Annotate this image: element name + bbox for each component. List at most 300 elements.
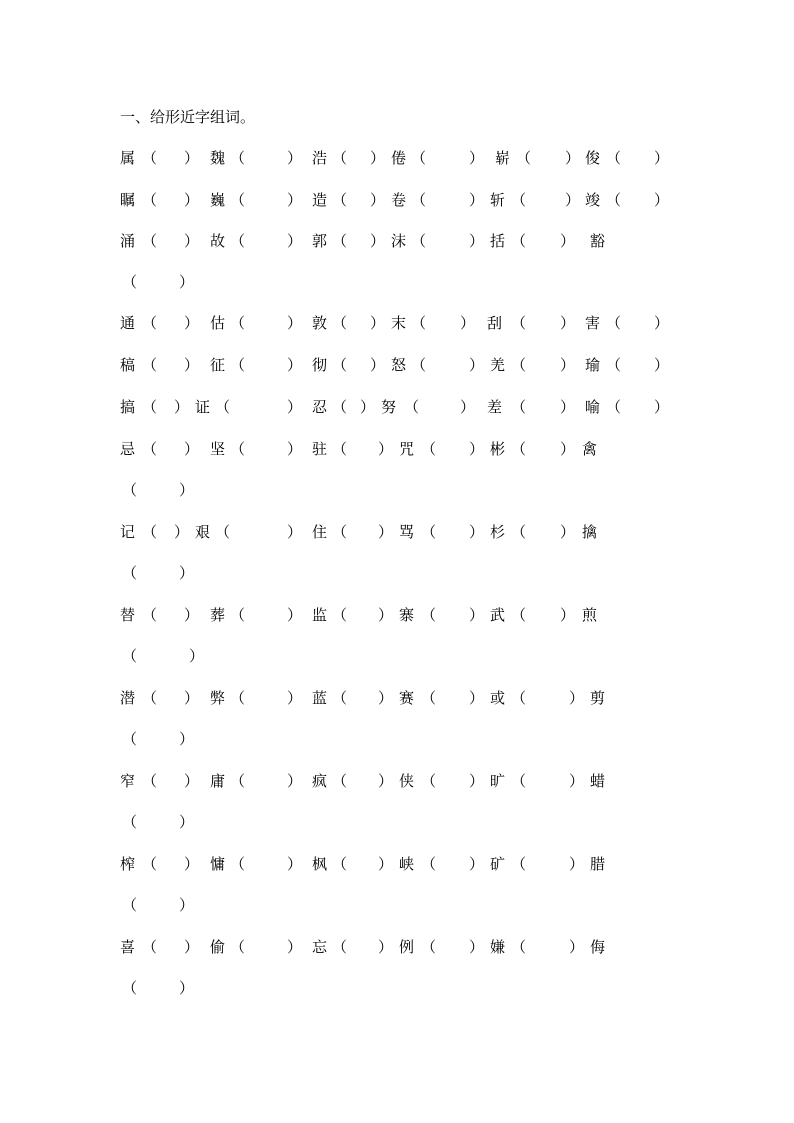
target-character: 沫 — [391, 232, 407, 250]
answer-blank-close-paren: ） — [460, 398, 476, 416]
answer-blank-close-paren: ） — [469, 356, 485, 374]
target-character: 稿 — [120, 356, 136, 374]
answer-blank-close-paren: ） — [184, 149, 200, 167]
answer-blank-close-paren: ） — [469, 606, 485, 624]
answer-blank[interactable] — [527, 230, 562, 252]
answer-blank[interactable] — [527, 853, 571, 875]
answer-blank-open-paren: （ — [332, 938, 348, 956]
answer-blank-open-paren: （ — [142, 232, 158, 250]
answer-blank[interactable] — [246, 230, 289, 252]
answer-blank[interactable] — [437, 604, 471, 626]
answer-blank[interactable] — [527, 438, 562, 460]
answer-blank-open-paren: （ — [421, 523, 437, 541]
answer-blank-open-paren: （ — [142, 191, 158, 209]
answer-blank-open-paren: （ — [511, 232, 527, 250]
answer-blank-close-paren: ） — [287, 191, 303, 209]
answer-blank-close-paren: ） — [370, 356, 386, 374]
target-character: 疯 — [312, 772, 328, 790]
answer-blank-close-paren: ） — [654, 191, 670, 209]
answer-blank[interactable] — [138, 479, 181, 501]
target-character: 擒 — [582, 523, 598, 541]
answer-blank-close-paren: ） — [560, 440, 576, 458]
answer-blank[interactable] — [231, 521, 289, 543]
target-character: 例 — [399, 938, 415, 956]
answer-blank-open-paren: （ — [122, 730, 138, 748]
answer-blank-open-paren: （ — [511, 523, 527, 541]
answer-blank-open-paren: （ — [332, 855, 348, 873]
answer-blank-open-paren: （ — [606, 314, 622, 332]
answer-blank[interactable] — [348, 853, 380, 875]
answer-blank[interactable] — [246, 312, 289, 334]
answer-blank[interactable] — [138, 811, 181, 833]
answer-blank[interactable] — [138, 977, 181, 999]
answer-blank-open-paren: （ — [511, 398, 527, 416]
answer-blank-open-paren: （ — [230, 772, 246, 790]
target-character: 赛 — [399, 689, 415, 707]
answer-blank-open-paren: （ — [332, 314, 348, 332]
answer-blank-open-paren: （ — [332, 772, 348, 790]
answer-blank-open-paren: （ — [411, 149, 427, 167]
answer-blank-close-paren: ） — [287, 855, 303, 873]
answer-blank[interactable] — [246, 687, 289, 709]
target-character: 卷 — [391, 191, 407, 209]
answer-blank[interactable] — [527, 687, 571, 709]
answer-blank-open-paren: （ — [230, 440, 246, 458]
answer-blank[interactable] — [527, 354, 562, 376]
answer-blank-open-paren: （ — [122, 813, 138, 831]
answer-blank-open-paren: （ — [230, 149, 246, 167]
answer-blank[interactable] — [138, 645, 191, 667]
target-character: 慵 — [210, 855, 226, 873]
answer-blank-open-paren: （ — [142, 855, 158, 873]
target-character: 剪 — [590, 689, 606, 707]
target-character: 属 — [120, 149, 136, 167]
answer-blank-open-paren: （ — [421, 606, 437, 624]
answer-blank-open-paren: （ — [332, 191, 348, 209]
answer-blank[interactable] — [246, 770, 289, 792]
answer-blank-open-paren: （ — [606, 356, 622, 374]
answer-blank[interactable] — [527, 396, 562, 418]
target-character: 末 — [391, 314, 407, 332]
answer-blank[interactable] — [527, 521, 562, 543]
answer-blank-close-paren: ） — [378, 938, 394, 956]
target-character: 羌 — [490, 356, 506, 374]
answer-blank-close-paren: ） — [654, 314, 670, 332]
answer-blank[interactable] — [437, 853, 471, 875]
answer-blank[interactable] — [158, 770, 186, 792]
answer-blank-open-paren: （ — [230, 938, 246, 956]
answer-blank[interactable] — [437, 521, 471, 543]
answer-blank[interactable] — [427, 147, 471, 169]
target-character: 坚 — [210, 440, 226, 458]
answer-blank-close-paren: ） — [569, 938, 585, 956]
target-character: 替 — [120, 606, 136, 624]
answer-blank[interactable] — [158, 687, 186, 709]
answer-blank[interactable] — [138, 728, 181, 750]
answer-blank-close-paren: ） — [378, 772, 394, 790]
answer-blank-close-paren: ） — [469, 149, 485, 167]
target-character: 蓝 — [312, 689, 328, 707]
answer-blank-open-paren: （ — [230, 191, 246, 209]
answer-blank-close-paren: ） — [174, 523, 190, 541]
answer-blank-close-paren: ） — [378, 606, 394, 624]
answer-blank-close-paren: ） — [179, 730, 195, 748]
answer-blank-close-paren: ） — [469, 689, 485, 707]
answer-blank-close-paren: ） — [654, 356, 670, 374]
target-character: 蜡 — [590, 772, 606, 790]
answer-blank-close-paren: ） — [287, 523, 303, 541]
target-character: 榨 — [120, 855, 136, 873]
answer-blank-close-paren: ） — [179, 979, 195, 997]
answer-blank-open-paren: （ — [421, 855, 437, 873]
answer-blank[interactable] — [622, 354, 656, 376]
target-character: 峡 — [399, 855, 415, 873]
target-character: 浩 — [312, 149, 328, 167]
answer-blank-close-paren: ） — [179, 813, 195, 831]
answer-blank[interactable] — [348, 147, 372, 169]
answer-blank-open-paren: （ — [411, 314, 427, 332]
answer-blank[interactable] — [158, 189, 186, 211]
answer-blank[interactable] — [158, 312, 186, 334]
answer-blank-open-paren: （ — [142, 772, 158, 790]
answer-blank-open-paren: （ — [411, 356, 427, 374]
answer-blank-close-paren: ） — [654, 398, 670, 416]
target-character: 括 — [490, 232, 506, 250]
answer-blank-open-paren: （ — [122, 481, 138, 499]
target-character: 郭 — [312, 232, 328, 250]
target-character: 害 — [585, 314, 601, 332]
answer-blank-open-paren: （ — [332, 523, 348, 541]
target-character: 窄 — [120, 772, 136, 790]
target-character: 魏 — [210, 149, 226, 167]
answer-blank[interactable] — [527, 936, 571, 958]
answer-blank[interactable] — [622, 312, 656, 334]
answer-blank-close-paren: ） — [179, 896, 195, 914]
answer-blank-close-paren: ） — [469, 855, 485, 873]
answer-blank-close-paren: ） — [179, 273, 195, 291]
answer-blank-open-paren: （ — [142, 689, 158, 707]
answer-blank[interactable] — [158, 936, 186, 958]
answer-blank-close-paren: ） — [560, 523, 576, 541]
answer-blank[interactable] — [158, 853, 186, 875]
answer-blank-open-paren: （ — [332, 606, 348, 624]
answer-blank-close-paren: ） — [560, 398, 576, 416]
target-character: 枫 — [312, 855, 328, 873]
target-character: 腊 — [590, 855, 606, 873]
answer-blank[interactable] — [420, 396, 462, 418]
answer-blank[interactable] — [427, 230, 471, 252]
answer-blank[interactable] — [138, 271, 181, 293]
answer-blank[interactable] — [622, 147, 656, 169]
answer-blank[interactable] — [348, 936, 380, 958]
answer-blank-open-paren: （ — [511, 938, 527, 956]
answer-blank-close-paren: ） — [469, 440, 485, 458]
answer-blank[interactable] — [348, 189, 372, 211]
target-character: 搞 — [120, 398, 136, 416]
answer-blank-open-paren: （ — [142, 440, 158, 458]
target-character: 嫌 — [490, 938, 506, 956]
answer-blank-close-paren: ） — [378, 440, 394, 458]
answer-blank-close-paren: ） — [174, 398, 190, 416]
answer-blank-close-paren: ） — [189, 647, 205, 665]
answer-blank-close-paren: ） — [460, 314, 476, 332]
answer-blank-close-paren: ） — [179, 481, 195, 499]
answer-blank[interactable] — [158, 354, 186, 376]
answer-blank[interactable] — [532, 147, 567, 169]
answer-blank[interactable] — [246, 147, 289, 169]
answer-blank-close-paren: ） — [287, 689, 303, 707]
answer-blank-close-paren: ） — [287, 149, 303, 167]
answer-blank-open-paren: （ — [142, 149, 158, 167]
answer-blank-open-paren: （ — [511, 191, 527, 209]
answer-blank-close-paren: ） — [184, 314, 200, 332]
answer-blank-close-paren: ） — [469, 523, 485, 541]
answer-blank-open-paren: （ — [421, 440, 437, 458]
answer-blank-open-paren: （ — [511, 314, 527, 332]
answer-blank[interactable] — [246, 936, 289, 958]
answer-blank-open-paren: （ — [122, 564, 138, 582]
answer-blank-close-paren: ） — [569, 772, 585, 790]
answer-blank-open-paren: （ — [230, 689, 246, 707]
answer-blank-open-paren: （ — [606, 149, 622, 167]
target-character: 忌 — [120, 440, 136, 458]
target-character: 斩 — [490, 191, 506, 209]
answer-blank-open-paren: （ — [142, 356, 158, 374]
target-character: 差 — [487, 398, 503, 416]
answer-blank[interactable] — [246, 189, 289, 211]
answer-blank[interactable] — [437, 770, 471, 792]
target-character: 禽 — [582, 440, 598, 458]
answer-blank-open-paren: （ — [122, 979, 138, 997]
answer-blank-open-paren: （ — [332, 149, 348, 167]
target-character: 征 — [210, 356, 226, 374]
target-character: 煎 — [582, 606, 598, 624]
answer-blank-close-paren: ） — [370, 191, 386, 209]
answer-blank[interactable] — [246, 853, 289, 875]
answer-blank-close-paren: ） — [287, 440, 303, 458]
answer-blank-close-paren: ） — [560, 314, 576, 332]
answer-blank-close-paren: ） — [287, 606, 303, 624]
answer-blank[interactable] — [348, 354, 372, 376]
answer-blank-open-paren: （ — [421, 938, 437, 956]
target-character: 努 — [381, 398, 397, 416]
answer-blank[interactable] — [437, 687, 471, 709]
target-character: 崭 — [495, 149, 511, 167]
target-character: 彻 — [312, 356, 328, 374]
target-character: 瑜 — [585, 356, 601, 374]
answer-blank-close-paren: ） — [184, 772, 200, 790]
target-character: 故 — [210, 232, 226, 250]
target-character: 潜 — [120, 689, 136, 707]
answer-blank[interactable] — [158, 604, 186, 626]
answer-blank-open-paren: （ — [230, 855, 246, 873]
answer-blank-open-paren: （ — [511, 855, 527, 873]
target-character: 旷 — [490, 772, 506, 790]
answer-blank[interactable] — [348, 687, 380, 709]
answer-blank[interactable] — [158, 230, 186, 252]
answer-blank[interactable] — [246, 354, 289, 376]
answer-blank-close-paren: ） — [287, 398, 303, 416]
answer-blank-close-paren: ） — [287, 314, 303, 332]
answer-blank-open-paren: （ — [511, 440, 527, 458]
answer-blank-close-paren: ） — [184, 606, 200, 624]
answer-blank-open-paren: （ — [606, 398, 622, 416]
answer-blank[interactable] — [348, 770, 380, 792]
answer-blank[interactable] — [158, 438, 186, 460]
answer-blank[interactable] — [527, 189, 567, 211]
answer-blank[interactable] — [527, 312, 562, 334]
answer-blank[interactable] — [348, 230, 372, 252]
target-character: 竣 — [585, 191, 601, 209]
answer-blank-close-paren: ） — [560, 356, 576, 374]
target-character: 武 — [490, 606, 506, 624]
answer-blank-open-paren: （ — [230, 606, 246, 624]
target-character: 通 — [120, 314, 136, 332]
target-character: 侠 — [399, 772, 415, 790]
answer-blank-close-paren: ） — [179, 564, 195, 582]
target-character: 侮 — [590, 938, 606, 956]
target-character: 倦 — [391, 149, 407, 167]
answer-blank[interactable] — [527, 770, 571, 792]
answer-blank[interactable] — [348, 438, 380, 460]
target-character: 喜 — [120, 938, 136, 956]
target-character: 咒 — [399, 440, 415, 458]
answer-blank-close-paren: ） — [370, 232, 386, 250]
answer-blank[interactable] — [348, 521, 380, 543]
answer-blank-close-paren: ） — [560, 606, 576, 624]
answer-blank-open-paren: （ — [215, 398, 231, 416]
answer-blank-open-paren: （ — [142, 938, 158, 956]
target-character: 涌 — [120, 232, 136, 250]
answer-blank[interactable] — [427, 312, 462, 334]
target-character: 俊 — [585, 149, 601, 167]
answer-blank-close-paren: ） — [184, 440, 200, 458]
answer-blank-open-paren: （ — [142, 314, 158, 332]
section-title: 一、给形近字组词。 — [120, 108, 256, 126]
answer-blank-close-paren: ） — [569, 689, 585, 707]
answer-blank[interactable] — [427, 189, 471, 211]
target-character: 忍 — [312, 398, 328, 416]
answer-blank[interactable] — [348, 604, 380, 626]
answer-blank-open-paren: （ — [332, 440, 348, 458]
answer-blank-open-paren: （ — [511, 772, 527, 790]
target-character: 寨 — [399, 606, 415, 624]
answer-blank-close-paren: ） — [184, 689, 200, 707]
target-character: 怒 — [391, 356, 407, 374]
answer-blank-close-paren: ） — [469, 191, 485, 209]
target-character: 骂 — [399, 523, 415, 541]
answer-blank-open-paren: （ — [411, 232, 427, 250]
answer-blank-close-paren: ） — [287, 232, 303, 250]
answer-blank-open-paren: （ — [516, 149, 532, 167]
answer-blank-close-paren: ） — [184, 356, 200, 374]
answer-blank-open-paren: （ — [411, 191, 427, 209]
target-character: 豁 — [590, 232, 606, 250]
target-character: 住 — [312, 523, 328, 541]
answer-blank-close-paren: ） — [184, 232, 200, 250]
answer-blank-open-paren: （ — [404, 398, 420, 416]
answer-blank-close-paren: ） — [184, 191, 200, 209]
answer-blank-close-paren: ） — [560, 232, 576, 250]
answer-blank[interactable] — [437, 936, 471, 958]
answer-blank[interactable] — [622, 189, 656, 211]
target-character: 喻 — [585, 398, 601, 416]
answer-blank[interactable] — [246, 438, 289, 460]
answer-blank-open-paren: （ — [230, 232, 246, 250]
target-character: 刮 — [487, 314, 503, 332]
answer-blank-open-paren: （ — [122, 273, 138, 291]
target-character: 偷 — [210, 938, 226, 956]
answer-blank-close-paren: ） — [378, 855, 394, 873]
answer-blank-open-paren: （ — [511, 606, 527, 624]
target-character: 艰 — [195, 523, 211, 541]
answer-blank[interactable] — [246, 604, 289, 626]
answer-blank[interactable] — [231, 396, 289, 418]
answer-blank-open-paren: （ — [332, 232, 348, 250]
target-character: 造 — [312, 191, 328, 209]
answer-blank[interactable] — [427, 354, 471, 376]
answer-blank-close-paren: ） — [469, 772, 485, 790]
answer-blank[interactable] — [138, 562, 181, 584]
target-character: 估 — [210, 314, 226, 332]
answer-blank-close-paren: ） — [469, 232, 485, 250]
answer-blank[interactable] — [348, 312, 372, 334]
answer-blank-open-paren: （ — [332, 398, 348, 416]
target-character: 敦 — [312, 314, 328, 332]
answer-blank-open-paren: （ — [332, 689, 348, 707]
answer-blank-close-paren: ） — [370, 314, 386, 332]
answer-blank-open-paren: （ — [230, 314, 246, 332]
answer-blank[interactable] — [527, 604, 562, 626]
answer-blank-close-paren: ） — [287, 772, 303, 790]
target-character: 驻 — [312, 440, 328, 458]
target-character: 记 — [120, 523, 136, 541]
answer-blank-open-paren: （ — [122, 647, 138, 665]
target-character: 矿 — [490, 855, 506, 873]
target-character: 庸 — [210, 772, 226, 790]
answer-blank-open-paren: （ — [122, 896, 138, 914]
answer-blank-close-paren: ） — [654, 149, 670, 167]
answer-blank-open-paren: （ — [421, 772, 437, 790]
answer-blank-open-paren: （ — [332, 356, 348, 374]
answer-blank-close-paren: ） — [360, 398, 376, 416]
answer-blank[interactable] — [437, 438, 471, 460]
target-character: 监 — [312, 606, 328, 624]
target-character: 彬 — [490, 440, 506, 458]
target-character: 瞩 — [120, 191, 136, 209]
target-character: 杉 — [490, 523, 506, 541]
answer-blank-open-paren: （ — [142, 606, 158, 624]
answer-blank-close-paren: ） — [378, 523, 394, 541]
target-character: 弊 — [210, 689, 226, 707]
target-character: 证 — [195, 398, 211, 416]
target-character: 巍 — [210, 191, 226, 209]
answer-blank-close-paren: ） — [287, 356, 303, 374]
answer-blank-open-paren: （ — [511, 689, 527, 707]
answer-blank-close-paren: ） — [565, 149, 581, 167]
target-character: 忘 — [312, 938, 328, 956]
target-character: 或 — [490, 689, 506, 707]
answer-blank-open-paren: （ — [142, 523, 158, 541]
answer-blank-open-paren: （ — [511, 356, 527, 374]
answer-blank[interactable] — [138, 894, 181, 916]
answer-blank-close-paren: ） — [469, 938, 485, 956]
answer-blank[interactable] — [158, 147, 186, 169]
answer-blank-open-paren: （ — [215, 523, 231, 541]
answer-blank-close-paren: ） — [569, 855, 585, 873]
answer-blank-close-paren: ） — [184, 855, 200, 873]
answer-blank[interactable] — [622, 396, 656, 418]
